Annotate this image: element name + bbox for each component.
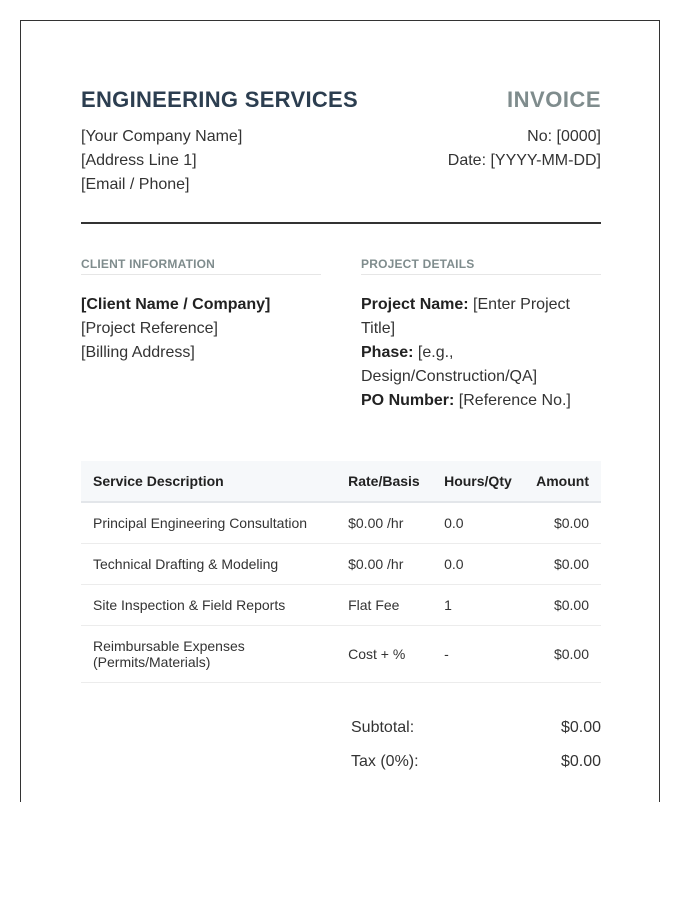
- table-row: [81, 626, 601, 683]
- rate-basis: Flat Fee: [336, 585, 432, 626]
- header-divider: [81, 222, 601, 224]
- client-name: [Client Name / Company]: [81, 296, 271, 313]
- invoice-content: [81, 81, 601, 783]
- project-name-label: Project Name:: [361, 296, 469, 313]
- phase-label: Phase:: [361, 344, 414, 361]
- header-rate-basis: Rate/Basis: [336, 461, 432, 502]
- client-info-body: [81, 293, 321, 365]
- hours-qty: 1: [432, 585, 524, 626]
- invoice-page: [20, 20, 660, 802]
- company-title: ENGINEERING SERVICES: [81, 87, 358, 112]
- company-address: [Address Line 1]: [81, 152, 197, 169]
- invoice-meta: [448, 125, 601, 197]
- company-name: [Your Company Name]: [81, 128, 243, 145]
- amount: $0.00: [524, 544, 601, 585]
- subtotal-row: [351, 715, 601, 749]
- info-section: [81, 257, 601, 413]
- services-table: [81, 461, 601, 683]
- hours-qty: 0.0: [432, 544, 524, 585]
- service-description: Principal Engineering Consultation: [81, 502, 336, 544]
- amount: $0.00: [524, 502, 601, 544]
- billing-address: [Billing Address]: [81, 344, 195, 361]
- company-details: [81, 125, 242, 197]
- service-description: Reimbursable Expenses (Permits/Materials): [81, 626, 336, 683]
- phase-value: [e.g., Design/Construction/QA]: [361, 344, 538, 385]
- amount: $0.00: [524, 585, 601, 626]
- po-value: [Reference No.]: [458, 392, 571, 409]
- invoice-number: No: [0000]: [527, 128, 601, 145]
- client-information: [81, 257, 321, 413]
- header-amount: Amount: [524, 461, 601, 502]
- client-info-heading: CLIENT INFORMATION: [81, 257, 321, 275]
- project-name-value: [Enter Project Title]: [361, 296, 570, 337]
- header-details: [81, 125, 601, 197]
- invoice-date: Date: [YYYY-MM-DD]: [447, 152, 601, 169]
- table-header-row: [81, 461, 601, 502]
- subtotal-value: $0.00: [560, 719, 601, 736]
- table-row: [81, 502, 601, 544]
- table-row: [81, 585, 601, 626]
- project-details: [361, 257, 601, 413]
- project-reference: [Project Reference]: [81, 320, 218, 337]
- service-description: Site Inspection & Field Reports: [81, 585, 336, 626]
- tax-value: $0.00: [560, 753, 601, 770]
- rate-basis: Cost + %: [336, 626, 432, 683]
- amount: $0.00: [524, 626, 601, 683]
- hours-qty: -: [432, 626, 524, 683]
- company-contact: [Email / Phone]: [81, 176, 190, 193]
- po-line: [361, 389, 601, 413]
- header-hours-qty: Hours/Qty: [432, 461, 524, 502]
- project-details-body: [361, 293, 601, 413]
- rate-basis: $0.00 /hr: [336, 544, 432, 585]
- phase-line: [361, 341, 601, 389]
- tax-label: Tax (0%):: [351, 753, 419, 770]
- rate-basis: $0.00 /hr: [336, 502, 432, 544]
- project-details-heading: PROJECT DETAILS: [361, 257, 601, 275]
- totals-section: [81, 715, 601, 783]
- table-row: [81, 544, 601, 585]
- service-description: Technical Drafting & Modeling: [81, 544, 336, 585]
- subtotal-label: Subtotal:: [351, 719, 415, 736]
- invoice-title: INVOICE: [507, 87, 601, 112]
- project-name-line: [361, 293, 601, 341]
- invoice-header: [81, 81, 601, 114]
- hours-qty: 0.0: [432, 502, 524, 544]
- header-service-description: Service Description: [81, 461, 336, 502]
- po-label: PO Number:: [361, 392, 455, 409]
- tax-row: [351, 749, 601, 783]
